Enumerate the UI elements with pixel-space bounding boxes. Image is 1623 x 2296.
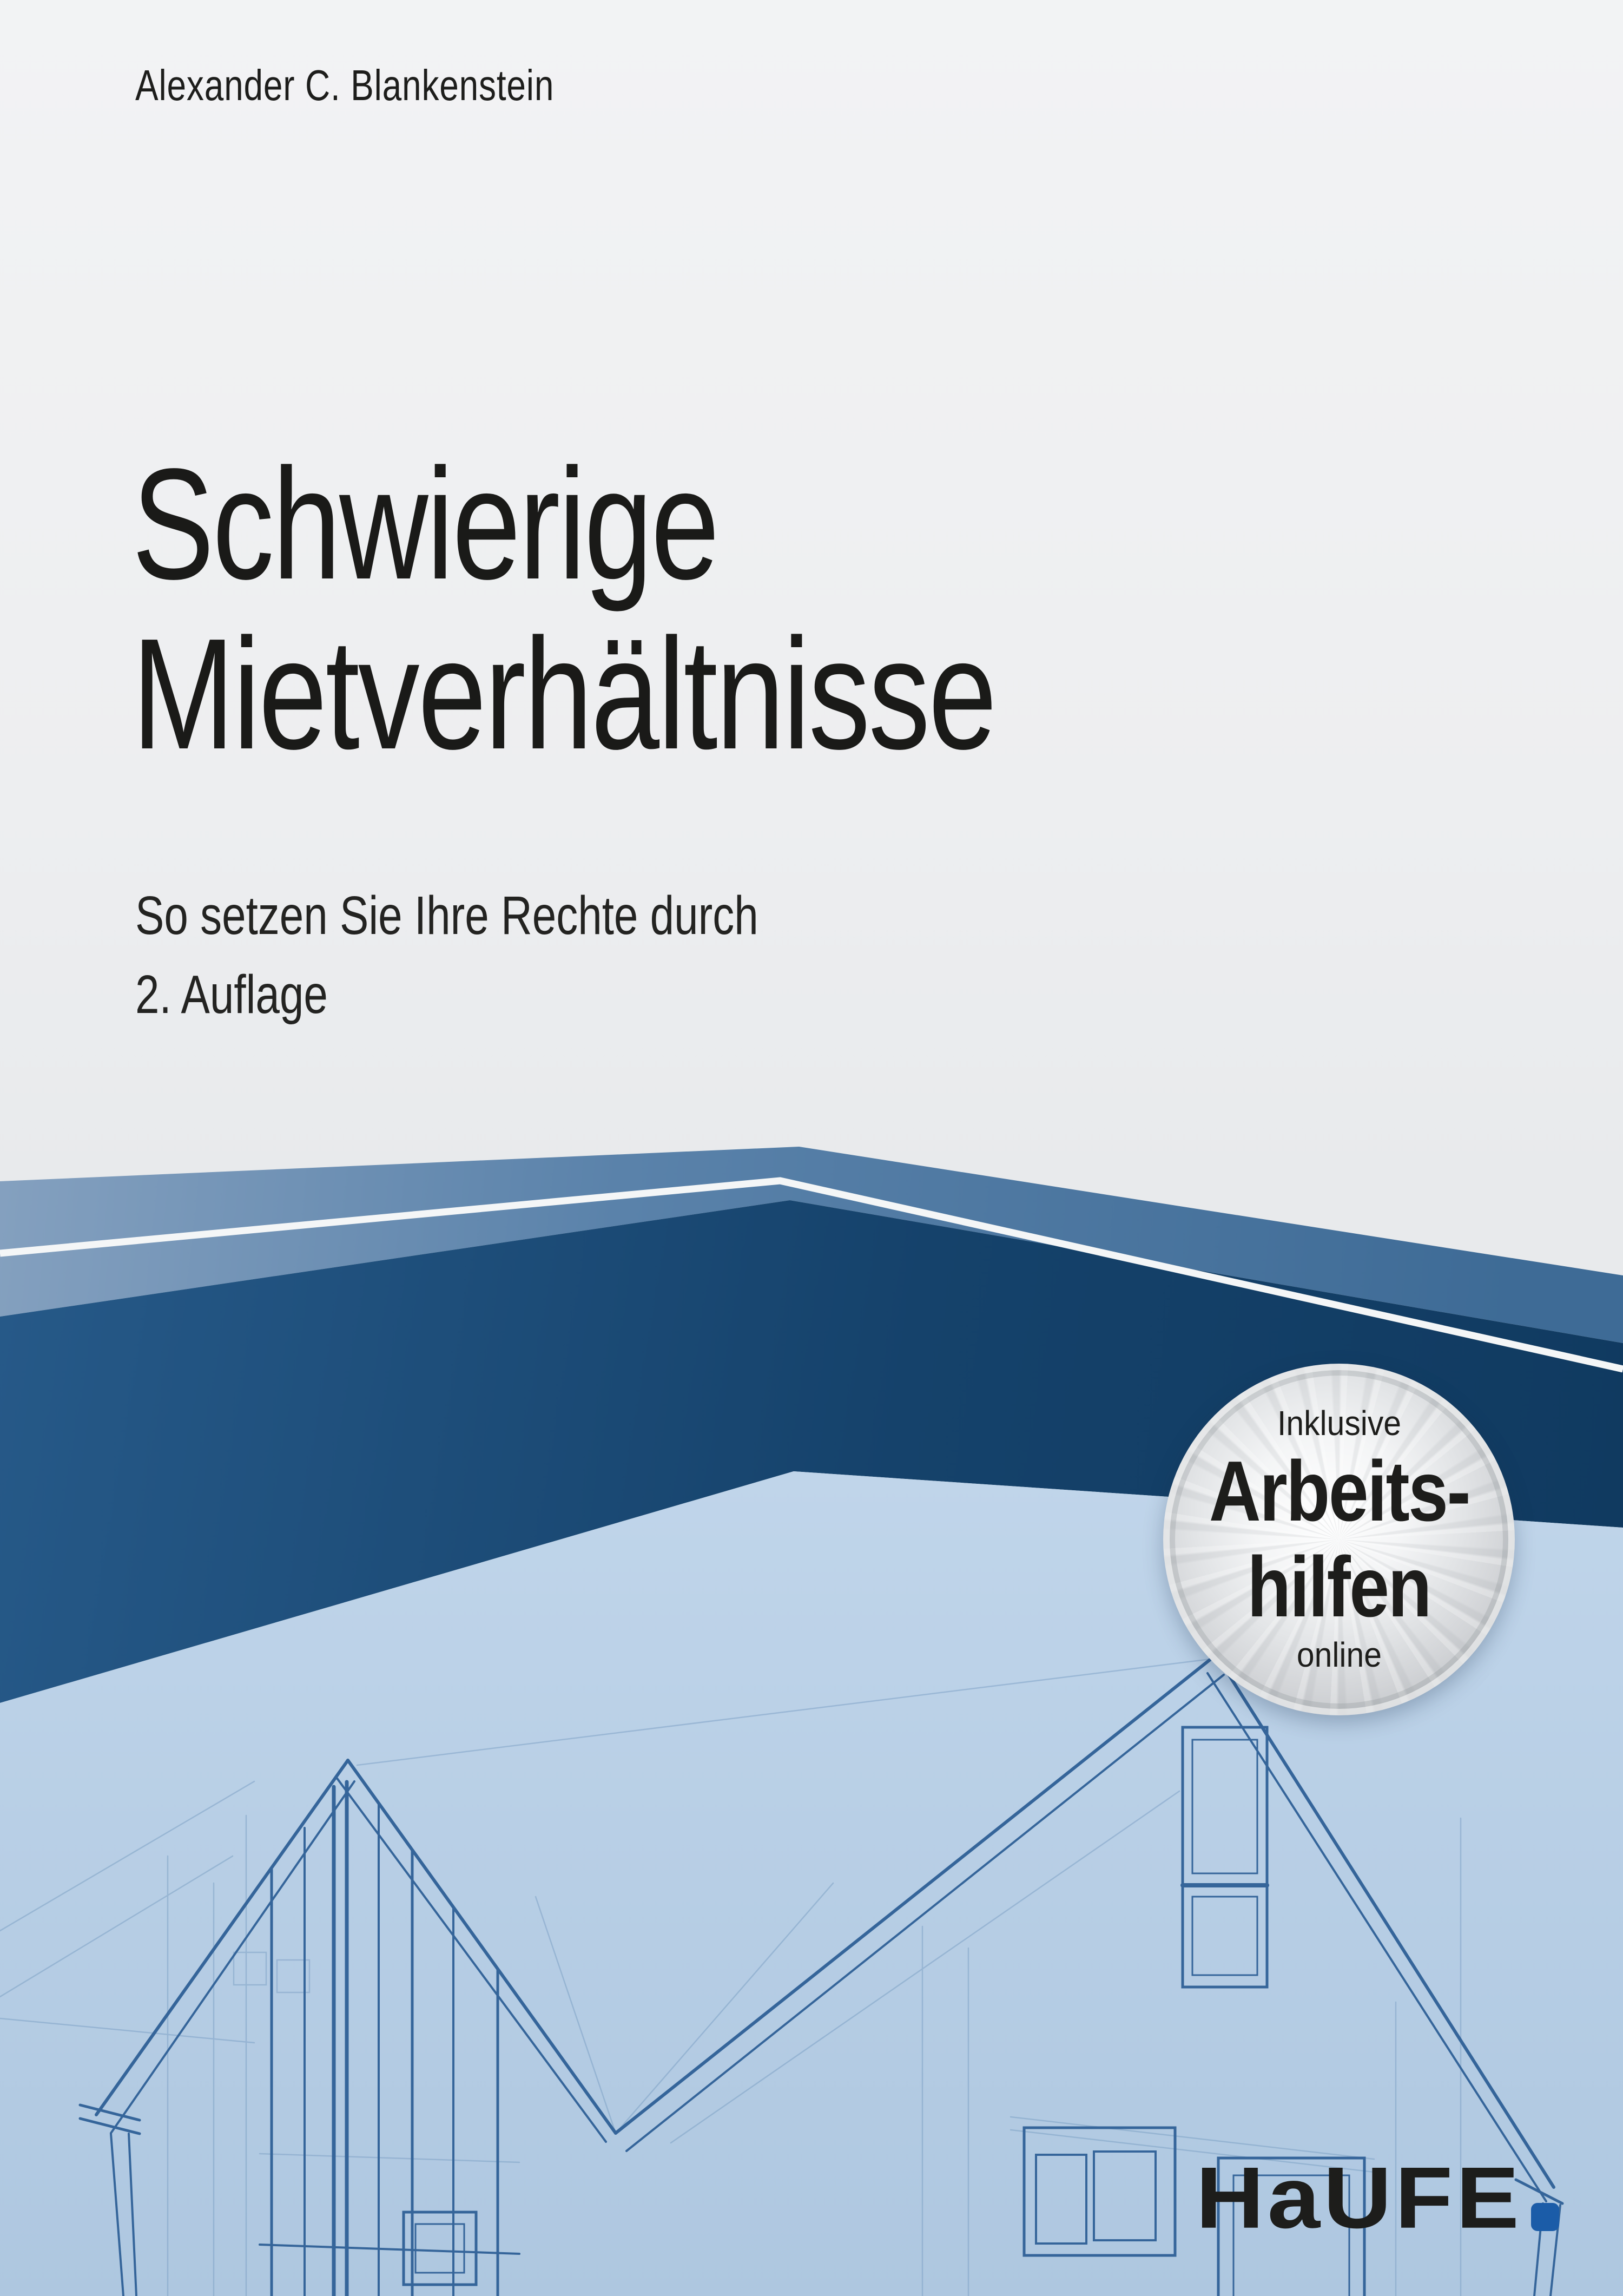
- book-title: [132, 436, 1239, 782]
- badge-line-inklusive: Inklusive: [1277, 1404, 1401, 1443]
- book-title-line2: Mietverhältnisse: [132, 605, 995, 782]
- badge-line-arbeits: Arbeits-: [1209, 1444, 1469, 1540]
- haufe-logo: [1196, 2149, 1559, 2247]
- haufe-wordmark: HaUFE: [1196, 2149, 1522, 2247]
- book-title-line1: Schwierige: [132, 436, 718, 612]
- haufe-logo-dot: [1531, 2203, 1559, 2231]
- author-name: Alexander C. Blankenstein: [135, 61, 555, 109]
- arbeitshilfen-badge: [1163, 1364, 1515, 1715]
- edition-label: 2. Auflage: [135, 964, 328, 1025]
- book-subtitle: So setzen Sie Ihre Rechte durch: [135, 885, 758, 946]
- badge-line-online: online: [1296, 1635, 1382, 1674]
- badge-line-hilfen: hilfen: [1247, 1540, 1431, 1635]
